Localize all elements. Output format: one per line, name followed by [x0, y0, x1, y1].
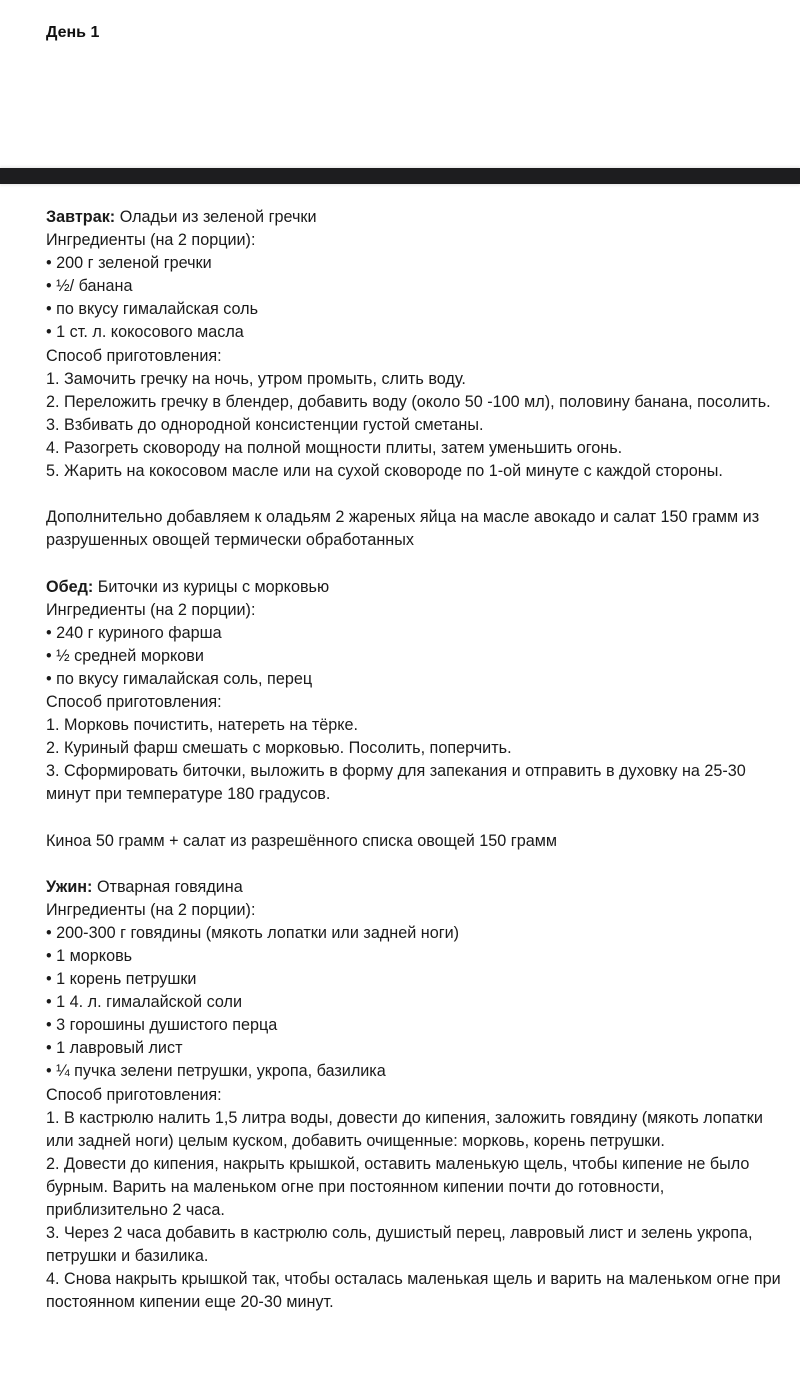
ingredient-item: • 1 лавровый лист [46, 1039, 183, 1058]
method-step: 4. Снова накрыть крышкой так, чтобы осталась маленькая щель и варить на маленьком огне при постоянном кипении еще 20-30 минут. [46, 1270, 781, 1312]
ingredient-item: • 1 ст. л. кокосового масла [46, 323, 244, 342]
ingredient-item: • ¼ пучка зелени петрушки, укропа, базилика [46, 1062, 386, 1081]
method-step: 3. Взбивать до однородной консистенции густой сметаны. [46, 415, 484, 434]
method-step: 4. Разогреть сковороду на полной мощности плиты, затем уменьшить огонь. [46, 438, 623, 457]
ingredient-item: • 3 горошины душистого перца [46, 1016, 278, 1035]
breakfast-label: Завтрак: [46, 208, 116, 226]
method-step: 2. Довести до кипения, накрыть крышкой, оставить маленькую щель, чтобы кипение не было бурным. Варить на маленьком огне при постоянном кипении почти до готовности, приблизительно 2 часа. [46, 1154, 750, 1220]
ingredient-item: • 240 г куриного фарша [46, 623, 222, 642]
breakfast-section [46, 206, 786, 552]
breakfast-note: Дополнительно добавляем к оладьям 2 жареных яйца на масле авокадо и салат 150 грамм из разрушенных овощей термически обработанных [46, 508, 760, 550]
method-header: Способ приготовления: [46, 1085, 222, 1104]
dinner-heading [46, 876, 786, 899]
lunch-label: Обед: [46, 577, 94, 596]
method-step: 2. Переложить гречку в блендер, добавить воду (около 50 -100 мл), половину банана, посолить. [46, 392, 771, 411]
lunch-dish: Биточки из курицы с морковью [93, 577, 330, 596]
dinner-dish: Отварная говядина [92, 877, 243, 896]
ingredient-item: • ½/ банана [46, 277, 133, 296]
method-step: 1. Морковь почистить, натереть на тёрке. [46, 716, 359, 735]
method-header: Способ приготовления: [46, 346, 222, 365]
method-step: 2. Куриный фарш смешать с морковью. Посолить, поперчить. [46, 739, 512, 758]
ingredient-item: • 1 корень петрушки [46, 970, 197, 989]
ingredient-item: • 200 г зеленой гречки [46, 254, 212, 273]
lunch-heading [46, 576, 786, 599]
dinner-label: Ужин: [46, 877, 93, 896]
method-step: 1. Замочить гречку на ночь, утром промыть, слить воду. [46, 369, 466, 388]
method-step: 3. Через 2 часа добавить в кастрюлю соль, душистый перец, лавровый лист и зелень укропа, петрушки и базилика. [46, 1224, 753, 1266]
ingredient-item: • по вкусу гималайская соль, перец [46, 669, 313, 688]
ingredient-item: • ½ средней моркови [46, 646, 204, 665]
ingredients-header: Ингредиенты (на 2 порции): [46, 231, 256, 250]
ingredients-header: Ингредиенты (на 2 порции): [46, 600, 256, 619]
dinner-section [46, 876, 786, 1315]
ingredient-item: • по вкусу гималайская соль [46, 300, 259, 319]
ingredient-item: • 1 4. л. гималайской соли [46, 993, 242, 1012]
breakfast-heading [46, 206, 786, 229]
menu-content [46, 206, 786, 1315]
breakfast-dish: Оладьи из зеленой гречки [115, 208, 317, 226]
day-title: День 1 [46, 24, 100, 41]
ingredients-header: Ингредиенты (на 2 порции): [46, 900, 256, 919]
lunch-note: Киноа 50 грамм + салат из разрешённого списка овощей 150 грамм [46, 831, 557, 850]
ingredient-item: • 1 морковь [46, 947, 133, 965]
ingredient-item: • 200-300 г говядины (мякоть лопатки или задней ноги) [46, 923, 460, 942]
method-step: 1. В кастрюлю налить 1,5 литра воды, довести до кипения, заложить говядину (мякоть лопатки или задней ноги) целым куском, добавить очищенные: морковь, корень петрушки. [46, 1108, 763, 1150]
method-step: 3. Сформировать биточки, выложить в форму для запекания и отправить в духовку на 25-30 минут при температуре 180 градусов. [46, 762, 746, 804]
method-header: Способ приготовления: [46, 692, 222, 711]
lunch-section [46, 576, 786, 853]
divider-bar [0, 168, 800, 184]
method-step: 5. Жарить на кокосовом масле или на сухой сковороде по 1-ой минуте с каждой стороны. [46, 462, 723, 481]
